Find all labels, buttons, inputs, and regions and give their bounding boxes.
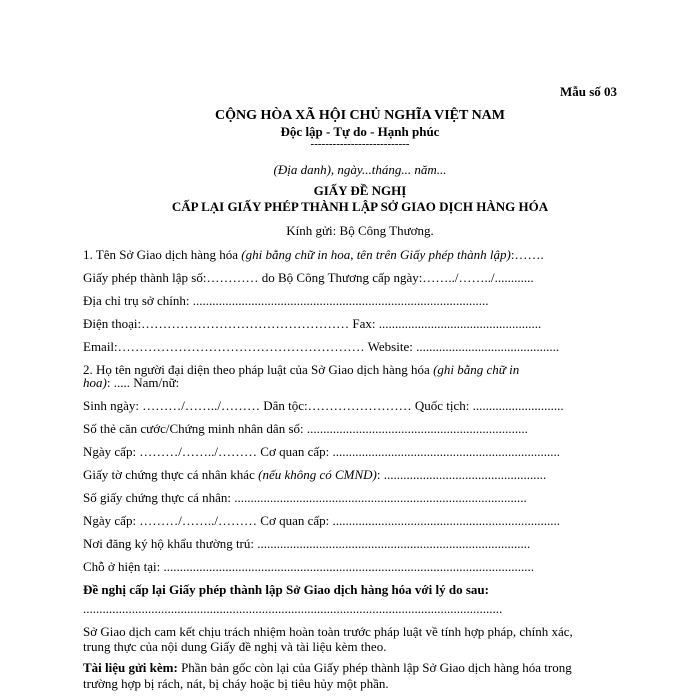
title-line-1: GIẤY ĐỀ NGHỊ bbox=[313, 183, 407, 198]
motto-rule: --------------------------- bbox=[310, 138, 410, 150]
motto: Độc lập - Tự do - Hạnh phúc bbox=[280, 124, 440, 139]
license-line: Giấy phép thành lập số:………… do Bộ Công Thương cấp ngày:……../……../............ bbox=[83, 270, 534, 285]
other-document-number-line: Số giấy chứng thực cá nhân: .......................................................................................... bbox=[83, 490, 527, 505]
section2-heading-line-2: hoa): ..... Nam/nữ: bbox=[83, 375, 180, 390]
email-website-line: Email:………………………………………………… Website: ............................................ bbox=[83, 339, 560, 354]
id-number-line: Số thẻ căn cước/Chứng minh nhân dân số: .................................................................... bbox=[83, 421, 528, 436]
nation-heading: CỘNG HÒA XÃ HỘI CHỦ NGHĨA VIỆT NAM bbox=[214, 108, 505, 123]
recipient: Kính gửi: Bộ Công Thương. bbox=[286, 223, 434, 238]
current-residence-line: Chỗ ở hiện tại: .................................................................................................................. bbox=[83, 559, 535, 574]
form-number: Mẫu số 03 bbox=[560, 84, 618, 99]
title-line-2: CẤP LẠI GIẤY PHÉP THÀNH LẬP SỞ GIAO DỊCH HÀNG HÓA bbox=[171, 199, 549, 214]
reason-dots: ................................................................................................................................. bbox=[83, 601, 503, 616]
attachments-line-2: trường hợp bị rách, nát, bị cháy hoặc bị tiêu hủy một phần. bbox=[83, 676, 389, 691]
dob-line: Sinh ngày: ………/……../……… Dân tộc:…………………… Quốc tịch: ............................ bbox=[83, 398, 564, 413]
place-date: (Địa danh), ngày...tháng... năm... bbox=[273, 162, 447, 177]
other-document-line: Giấy tờ chứng thực cá nhân khác (nếu không có CMND): .................................................. bbox=[83, 467, 547, 482]
phone-fax-line: Điện thoại:………………………………………… Fax: .................................................. bbox=[83, 316, 542, 331]
id-issue-line: Ngày cấp: ………/……../……… Cơ quan cấp: ...................................................................... bbox=[83, 444, 561, 459]
commitment-line-2: trung thực của nội dung Giấy đề nghị và tài liệu kèm theo. bbox=[83, 639, 387, 654]
section2-heading-line-1: 2. Họ tên người đại diện theo pháp luật của Sở Giao dịch hàng hóa (ghi bằng chữ in bbox=[83, 362, 520, 377]
address-line: Địa chỉ trụ sở chính: ........................................................................................... bbox=[83, 293, 489, 308]
attachments-line-1: Tài liệu gửi kèm: Phần bản gốc còn lại của Giấy phép thành lập Sở Giao dịch hàng hóa trong bbox=[83, 660, 572, 675]
commitment-line-1: Sở Giao dịch cam kết chịu trách nhiệm hoàn toàn trước pháp luật về tính hợp pháp, chính xác, bbox=[83, 624, 573, 639]
reason-heading: Đề nghị cấp lại Giấy phép thành lập Sở Giao dịch hàng hóa với lý do sau: bbox=[83, 582, 489, 597]
permanent-residence-line: Nơi đăng ký hộ khẩu thường trú: .................................................................................... bbox=[83, 536, 531, 551]
section1-heading: 1. Tên Sở Giao dịch hàng hóa (ghi bằng chữ in hoa, tên trên Giấy phép thành lập):……. bbox=[83, 247, 544, 262]
other-issue-line: Ngày cấp: ………/……../……… Cơ quan cấp: ...................................................................... bbox=[83, 513, 561, 528]
